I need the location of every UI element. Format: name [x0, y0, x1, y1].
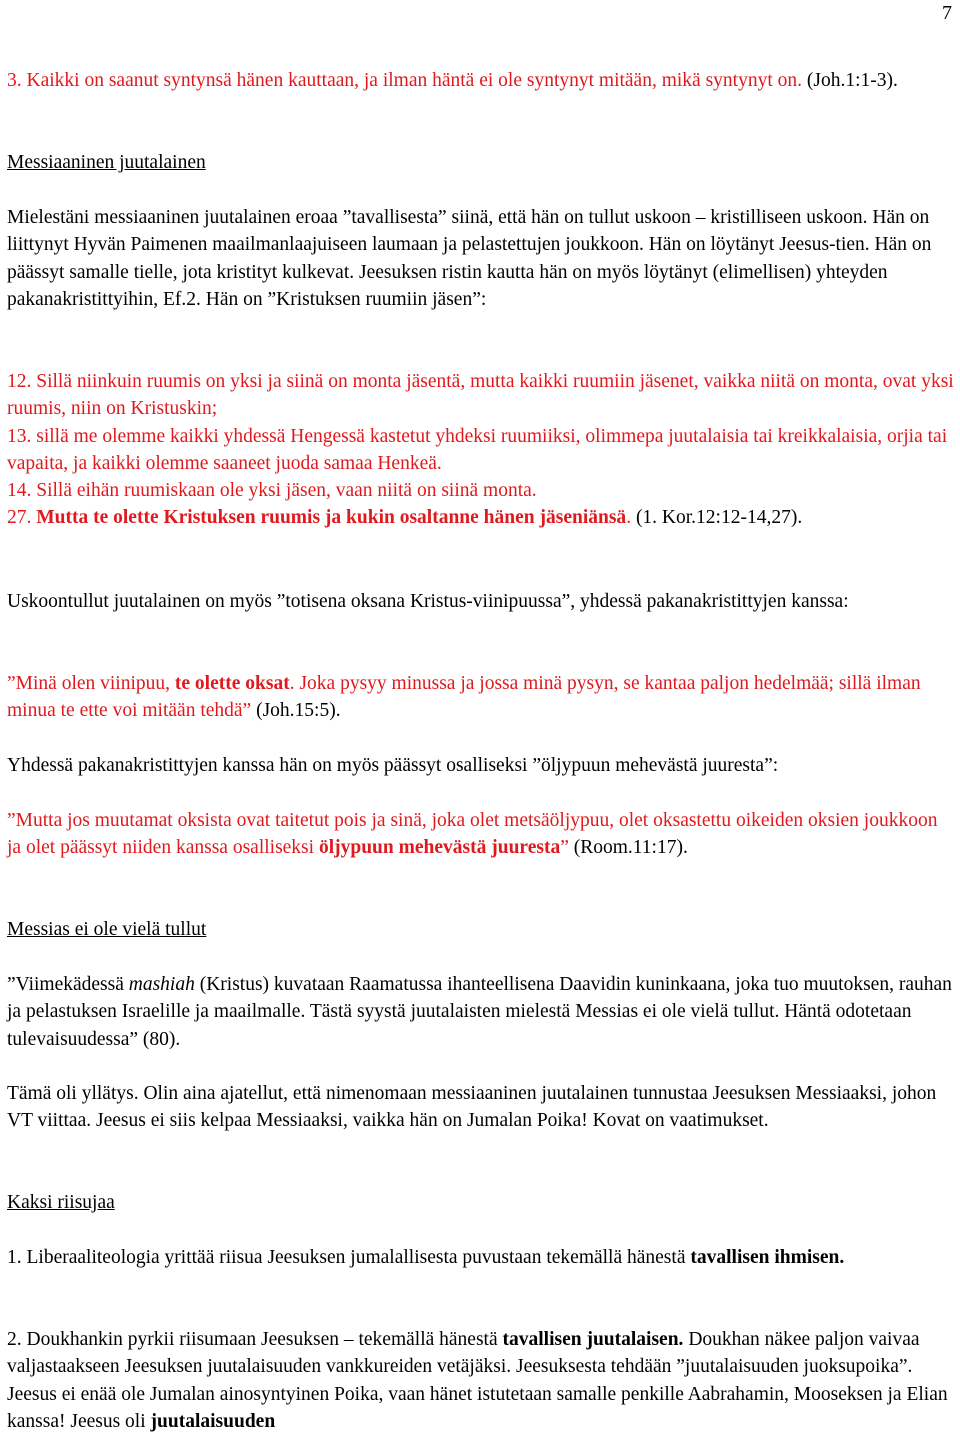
- text-run: (Room.11:17).: [573, 837, 688, 859]
- text-run: juutalaisuuden: [150, 1410, 276, 1432]
- text-run: 3. Kaikki on saanut syntynsä hänen kauttaan, ja ilman häntä ei ole syntynyt mitään, mikä syntynyt on.: [7, 70, 807, 91]
- paragraph: [7, 1080, 954, 1135]
- text-run: (Kristus) kuvataan Raamatussa ihanteellisena Daavidin kuninkaana, joka tuo muutoksen, rauhan ja pelastuksen Israelille ja maailmalle. Tästä syystä juutalaisten mielestä Messias ei ole vielä tullut. Häntä odotetaan tulevaisuudessa” (80).: [7, 974, 952, 1050]
- paragraph: [7, 149, 954, 176]
- text-run: te olette oksat: [174, 673, 290, 694]
- paragraph: [7, 67, 954, 94]
- section-heading: Messias ei ole vielä tullut: [7, 919, 207, 940]
- text-run: Yhdessä pakanakristittyjen kanssa hän on myös päässyt osalliseksi ”öljypuun mehevästä juuresta”:: [7, 755, 779, 776]
- text-run: tavallisen ihmisen.: [690, 1247, 845, 1268]
- paragraph: [7, 916, 954, 943]
- section-heading: Kaksi riisujaa: [7, 1192, 115, 1213]
- text-run: Tämä oli yllätys. Olin aina ajatellut, että nimenomaan messiaaninen juutalainen tunnustaa Jeesuksen Messiaaksi, johon VT viittaa. Jeesus ei siis kelpaa Messiaaksi, vaikka hän on Jumalan Poika! Kovat on vaatimukset.: [7, 1083, 937, 1132]
- text-run: 1. Liberaaliteologia yrittää riisua Jeesuksen jumalallisesta puvustaan tekemällä hänestä: [7, 1247, 691, 1268]
- paragraph: [7, 971, 954, 1053]
- text-run: ”Minä olen viinipuu,: [7, 673, 175, 694]
- text-run: mashiah: [128, 974, 195, 995]
- text-run: (1. Kor.12:12-14,27).: [635, 507, 803, 529]
- text-run: ”Viimekädessä: [7, 974, 129, 995]
- text-run: 14. Sillä eihän ruumiskaan ole yksi jäsen, vaan niitä on siinä monta.: [7, 480, 537, 502]
- text-run: 12. Sillä niinkuin ruumis on yksi ja siinä on monta jäsentä, mutta kaikki ruumiin jäsenet, vaikka niitä on monta, ovat yksi ruumis, niin on Kristuskin;: [7, 371, 954, 420]
- paragraph: [7, 588, 954, 615]
- text-run: öljypuun mehevästä juuresta: [318, 837, 561, 859]
- section-heading: Messiaaninen juutalainen: [7, 152, 206, 173]
- text-run: 2. Doukhankin pyrkii riisumaan Jeesuksen – tekemällä hänestä: [7, 1329, 503, 1350]
- text-run: ”Mutta jos muutamat oksista ovat taitetut pois ja sinä, joka olet metsäöljypuu, olet oksastettu oikeiden oksien joukkoon ja olet päässyt niiden kanssa osalliseksi: [7, 810, 938, 859]
- paragraph: [7, 204, 954, 313]
- text-run: (Joh.15:5).: [256, 700, 341, 722]
- paragraph: [7, 807, 954, 862]
- paragraph: [7, 1189, 954, 1216]
- text-run: . Joka pysyy minussa ja jossa minä pysyn, se kantaa paljon hedelmää; sillä ilman minua te ette voi mitään tehdä”: [7, 673, 921, 722]
- text-run: ”: [560, 837, 574, 859]
- page-number: 7: [942, 2, 952, 24]
- paragraph: [7, 368, 954, 532]
- text-run: tavallisen juutalaisen.: [502, 1329, 684, 1350]
- text-run: Mutta te olette Kristuksen ruumis ja kukin osaltanne hänen jäseniänsä: [36, 507, 627, 529]
- text-run: 13. sillä me olemme kaikki yhdessä Hengessä kastetut yhdeksi ruumiiksi, olimmepa juutalaisia tai kreikkalaisia, orjia tai vapaita, ja kaikki olemme saaneet juoda samaa Henkeä.: [7, 425, 948, 474]
- text-run: (Joh.1:1-3).: [806, 70, 898, 91]
- text-run: Mielestäni messiaaninen juutalainen eroaa ”tavallisesta” siinä, että hän on tullut uskoon – kristilliseen uskoon. Hän on liittynyt Hyvän Paimenen maailmanlaajuiseen laumaan ja pelastettujen joukkoon. Hän on löytänyt Jeesus-tien. Hän on päässyt samalle tielle, jota kristityt kulkevat. Jeesuksen ristin kautta hän on myös löytänyt (elimellisen) yhteyden pakanakristittyihin, Ef.2. Hän on ”Kristuksen ruumiin jäsen”:: [7, 207, 932, 310]
- paragraph: [7, 1326, 954, 1435]
- text-run: Doukhan näkee paljon vaivaa valjastaakseen Jeesuksen juutalaisuuden vankkureiden vetäjäksi. Jeesuksesta tehdään ”juutalaisuuden juoksupoika”. Jeesus ei enää ole Jumalan ainosyntyinen Poika, vaan hänet istutetaan samalle penkille Aabrahamin, Mooseksen ja Elian kanssa! Jeesus oli: [7, 1329, 948, 1432]
- paragraph: [7, 752, 954, 779]
- paragraph: [7, 1244, 954, 1271]
- text-run: .: [626, 507, 636, 529]
- text-run: 27.: [7, 507, 37, 529]
- text-run: Uskoontullut juutalainen on myös ”totisena oksana Kristus-viinipuussa”, yhdessä pakanakristittyjen kanssa:: [7, 591, 849, 612]
- paragraph: [7, 670, 954, 725]
